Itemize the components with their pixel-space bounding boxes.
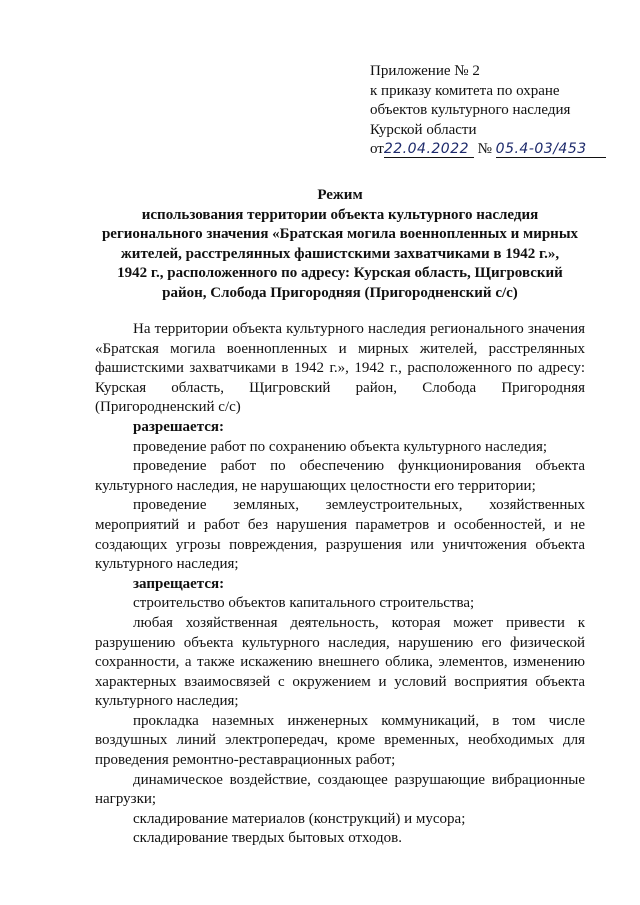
title-line: район, Слобода Пригородняя (Пригородненский с/с) <box>162 284 518 301</box>
document-body <box>95 320 585 849</box>
document-title <box>90 186 590 303</box>
annex-title: Приложение № 2 <box>370 63 480 79</box>
title-line: регионального значения «Братская могила военнопленных и мирных <box>101 226 579 242</box>
forbidden-item: строительство объектов капитального строительства; <box>133 595 475 612</box>
allowed-item: проведение работ по сохранению объекта культурного наследия; <box>133 438 548 455</box>
title-line: использования территории объекта культурного наследия <box>141 206 539 223</box>
allowed-heading: разрешается: <box>133 418 225 435</box>
intro-paragraph: На территории объекта культурного наследия регионального значения «Братская могила военнопленных и мирных жителей, расстрелянных фашистскими захватчиками в 1942 г.», 1942 г., расположенного по адресу: Курская область, Щигровский район, Слобода Пригородняя (Пригородненский с/с) <box>95 321 585 416</box>
forbidden-item: динамическое воздействие, создающее разрушающие вибрационные нагрузки; <box>95 771 585 808</box>
title-line: жителей, расстрелянных фашистскими захватчиками в 1942 г.», <box>120 245 560 262</box>
forbidden-item: складирование материалов (конструкций) и мусора; <box>133 810 466 827</box>
annex-line: объектов культурного наследия <box>370 102 571 118</box>
from-label: от <box>370 141 384 157</box>
forbidden-heading: запрещается: <box>133 575 225 592</box>
order-reference <box>370 140 610 160</box>
annex-line: к приказу комитета по охране <box>370 82 560 99</box>
annex-line: Курской области <box>370 121 477 138</box>
order-date: 22.04.2022 <box>384 142 474 158</box>
annex-block <box>370 62 610 160</box>
forbidden-item: прокладка наземных инженерных коммуникаций, в том числе воздушных линий электропередач, кроме временных, необходимых для проведения ремонтно-реставрационных работ; <box>95 712 585 769</box>
allowed-item: проведение работ по обеспечению функционирования объекта культурного наследия, не нарушающих целостности его территории; <box>95 458 585 494</box>
forbidden-item: складирование твердых бытовых отходов. <box>133 830 403 847</box>
title-line: Режим <box>317 187 363 203</box>
number-label: № <box>477 141 492 157</box>
order-number: 05.4-03/453 <box>496 142 606 158</box>
title-line: 1942 г., расположенного по адресу: Курская область, Щигровский <box>117 265 563 281</box>
allowed-item: проведение земляных, землеустроительных, хозяйственных мероприятий и работ без нарушения параметров и особенностей, и не создающих угрозы повреждения, разрушения или уничтожения объекта культурного наследия; <box>95 497 585 573</box>
forbidden-item: любая хозяйственная деятельность, которая может привести к разрушению объекта культурного наследия, нарушению его физической сохранности, а также искажению внешнего облика, элементов, изменению характерных взаимосвязей с окружением и условий восприятия объекта культурного наследия; <box>95 614 585 710</box>
